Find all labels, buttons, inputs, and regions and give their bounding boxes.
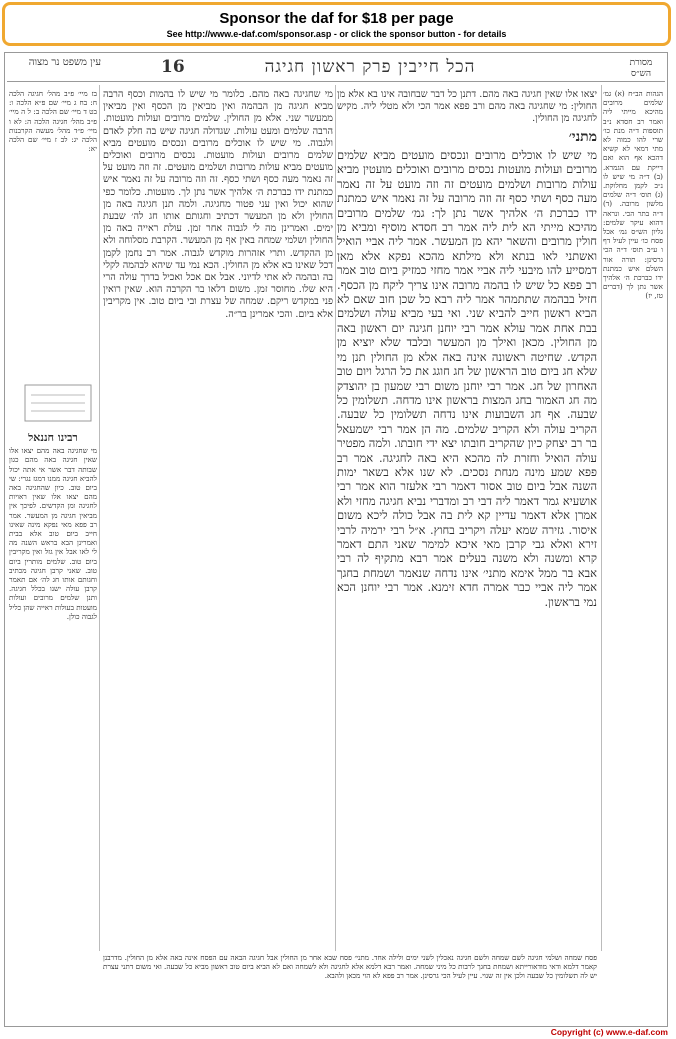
- column-divider: [601, 85, 602, 951]
- mishna-heading: מתני׳: [568, 128, 597, 145]
- sponsor-title[interactable]: Sponsor the daf for $18 per page: [219, 10, 454, 27]
- mesorah-header: מסורת הש״ס: [629, 58, 653, 79]
- ein-mishpat-column: בז מיי׳ פ״ב מהל׳ חגיגה הלכה ח: בח ג מיי׳ שם פ״א הלכה ו: בט ד מיי׳ שם הלכה ב: ל ה מיי׳ פ״ב מהל׳ חגיגה הלכה ה: לא ו מיי׳ פ״ד מהל׳ מעשה הקרבנות הלכה יג: לב ז מיי׳ שם הלכה יא:: [9, 89, 97, 154]
- header-rule: [7, 81, 665, 82]
- gloss-column: הגהות הב״ח (א) גמ׳ שלמים מרובים מהיכא מייתי ליה ואמר רב חסדא נ״ב תוספות ד״ה מנת כו׳ שרי להו כמוה לא מתי דמאי לא קשיא דהכא אף הוא ואם דייקת עם הגמרא. (ב) ד״ה מי שיש לו נ״ב לקמן מחלוקת. (ג) תוס׳ ד״ה שלמים מלשון מרובה. (ד) ד״ה בתר הכי. ונראה דהוא עיקר שלמים: גליון הש״ס גמ׳ אכל פסח כו׳ עיין לעיל דף ו ע״ב תוס׳ ד״ה הכי גרסינן: תורה אור השלם איש כמתנת ידו כברכת ה׳ אלהיך אשר נתן לך (דברים טז, יז): [603, 89, 663, 301]
- gemara-text: מי שיש לו אוכלים מרובים ונכסים מועטים מביא שלמים מרובים ועולות מועטות נכסים מרובים ואוכלים מועטין מביא עולות מרובות ושלמים מועטים זה וזה מועט על זה נאמר מעה כסף ושתי כסף זה וזה מרובה על זה נאמר איש כמתנת ידו כברכת ה׳ אלהיך אשר נתן לך: גמ׳ שלמים מרובים מהיכא מייתי הא לית ליה אמר רב חסדא מוסיף ומביא מן חולין מרובים והשאר יהא מן המעשר. אמר ליה אביי הואיל ואשתני לאו בנתא ולא מילתא מהכא נפקא אלא מאן דמסייע להו מיבעי ליה אביי אמר מחזי כמזיק ביום טוב אמר רב פפא כל שיש לו בהמה מרובה אינו צריך ליקח מן הכסף. חזיל בבהמה שתתמהר אמר ליה רבא כל שכן חוב שאם לא הביא ראשון חייב להביא שני. ואי בעי מביא עולה ושלמים בבת אחת אמר עולא אמר רבי יוחנן חגיגה יום ראשון באה מן החולין. מכאן ואילך מן המעשר ובלבד שלא יוציא מן הקדש. שחיטה ראשונה אינה באה אלא מן החולין תנן מי שלא חג ביום טוב הראשון של חג חוגג את כל הרגל ויום טוב האחרון של חג. אמר רבי יוחנן משום רבי שמעון בן יהוצדק מה חג האמור בחג המצות בראשון אינו מדחה. תשלומין כל שבעה. אף חג השבועות אינו נדחה תשלומין כל שבעה. הקריב עולה ולא הקריב שלמים. מה הן אמר רבי ישמעאל בר רב יצחק כיון שהקריב חובתו יצא ידי חובתו. ולמה מפטיר עולה הואיל וחזרת לה מהכא היא באה לחגיגה. אמר רב פפא שמע מינה מנחת נסכים. לא שנו אלא בשאר ימות השנה אבל ביום טוב אסור דאמר רבי אלעזר הוא אמר רבי אושעיא גמר דאמר ליה דבי רב ומדברי נביא חגיגה מחזי ולא אמרן אלא דאמר עדיין קא לית בה אבל כולה ליכא משום איסור. גזירה שמא יעלה ויקריב בחוץ. א״ל רבי ירמיה לרבי זירא ואלא גבי קרבן מאי איכא למימר שאני התם דאמר קרא ומשנה ולא משנה בעלים אמר רבא מתקיף לה רבי אבא בר ממל אימא מתני׳ אינו נדחה שנאמר ושמחת בחגך אמר ליה אביי כבר אמרה חדא זימנא. אמר רבי יוחנן הכא נמי בראשון.: [337, 148, 597, 609]
- rabbeinu-chananel-text: מי שחגיגה באה מהם יצאו אלו שאין חגיגה באה מהם כגון שבותה דבר אשר אי אתה יכול להביא חגיגה ממנו דמגז נגרי: שי ביום טוב. כיון שהחגיגה באה מהם יצאו אלו שאין ראויות לחגיגה ומן הקדשים. לפיכך אין מביאין חגיגה מן המעשר. אמר רב פפא מאי נפקא מינה שאינו חייב ביום טוב אלא בבית ואמרינן הבא בראש השנה מה לי לאו אבל אין גזל ואין מקריבין ביום טוב. שלמים מותרין ביום טוב. שאני קרבן חגיגה מכתיב וחגותם אותו חג לה׳ אם תאמר קרבן עולה ישנו בכלל חגיגה. ותנן שלמים מרובים ועולות מועטות בעולות ראייה שהן כליל לגבוה כולן.: [9, 446, 97, 621]
- sponsor-subtitle[interactable]: See http://www.e-daf.com/sponsor.asp - or click the sponsor button - for details: [166, 29, 507, 39]
- copyright-notice[interactable]: Copyright (c) www.e-daf.com: [550, 1027, 668, 1037]
- sponsor-banner[interactable]: [2, 2, 671, 46]
- ein-mishpat-header: עין משפט נר מצוה: [28, 57, 101, 68]
- column-divider: [99, 85, 100, 951]
- column-divider: [335, 85, 336, 951]
- gemara-column: [337, 89, 597, 949]
- page-title: הכל חייבין פרק ראשון חגיגה: [264, 57, 476, 77]
- decorative-emblem-icon: [23, 383, 93, 423]
- bottom-commentary: פסח שמחה ושלמי חגיגה לשם שמחה ולשם חגיגה נאכלין לשני ימים ולילה אחד. מתני׳ פסח שבא אחר מן החולין אבל חגיגה הבאה עם הפסח אינה באה אלא מן החולין. מדרבנן קאמר דלמא ודאי מודאורייתא ושמחת בחגך לרבות כל מיני שמחה. ואמר רבא דלמא אלא לחגיגה ולא לשמחה ואם לא הביא ביום טוב ראשון מביא כל שבעה. ואי משום דתני עצרת יש לה תשלומין כל שבעה ולכן אין זה שנוי. עיין לעיל הכי גרסינן. אמר רב פפא לא הוי מכאן ולהבא.: [103, 953, 597, 981]
- page-number: 16: [161, 57, 185, 77]
- gemara-top-text: יצאו אלו שאין חגיגה באה מהם. דתנן כל דבר שבחובה אינו בא אלא מן החולין: מי שחגיגה באה מהם ורב פפא אמר הכי ולא מטלי ליה. מקיש לחגיגה מן החולין.: [337, 89, 597, 125]
- rashi-column: מי שחגיגה באה מהם. כלומר מי שיש לו בהמות וכסף הרבה מביא חגיגה מן הבהמה ואין מביאין מן הכסף ואין מביאין ממעשר שני. אלא מן החולין. שלמים מרובים ועולות מועטות. הרבה שלמים ומעט עולות. שגדולה חגיגה שיש בה חלק לאדם ולגבוה. מי שיש לו אוכלים מרובים ונכסים מועטים מביא שלמים מרובים ועולות מועטות. נכסים מרובים ואוכלים מועטים מביא עולות מרובות ושלמים מועטים. זה וזה מועט על זה נאמר מעה כסף ושתי כסף. זה וזה מרובה על זה נאמר איש כמתנת ידו כברכת ה׳ אלהיך אשר נתן לך. מועטות. כלומר כפי שהוא יכול ואין עני פטור מחגיגה. ולמה תנן חגיגה באה מן החולין ולא מן המעשר דכתיב וחגותם אותו חג לה׳ שבעת ימים. ואמרינן מה לי לגבוה אחר זמן. עולת ראייה באה מן החולין ושלמי שמחה באין אף מן המעשר. הקרבת מסלוחה ולא מן ההקדש. ותרי אזהרות מוקדש לגבוה. אמר רב נחמן לקמן דכל שאינו בא אלא מן החולין. הכא נמי עד שיהא לבהמה לקלי בה ובהמה לא אתי לדיוני. אבל אם אכל ואכיל בדרך עולה הרי היא שלו. מחוסר זמן. משום דלאו בר הקרבה הוא. שאין רואין פני במקדש ריקם. שמחה של עצרת ובי ביום טוב. אין מקריבין אלא ביום. והכי אמרינן בר״ה.: [103, 89, 333, 320]
- talmud-page: [4, 52, 668, 1027]
- rabbeinu-chananel-heading: רבינו חננאל: [28, 433, 78, 444]
- rabbeinu-chananel-column: [9, 433, 97, 999]
